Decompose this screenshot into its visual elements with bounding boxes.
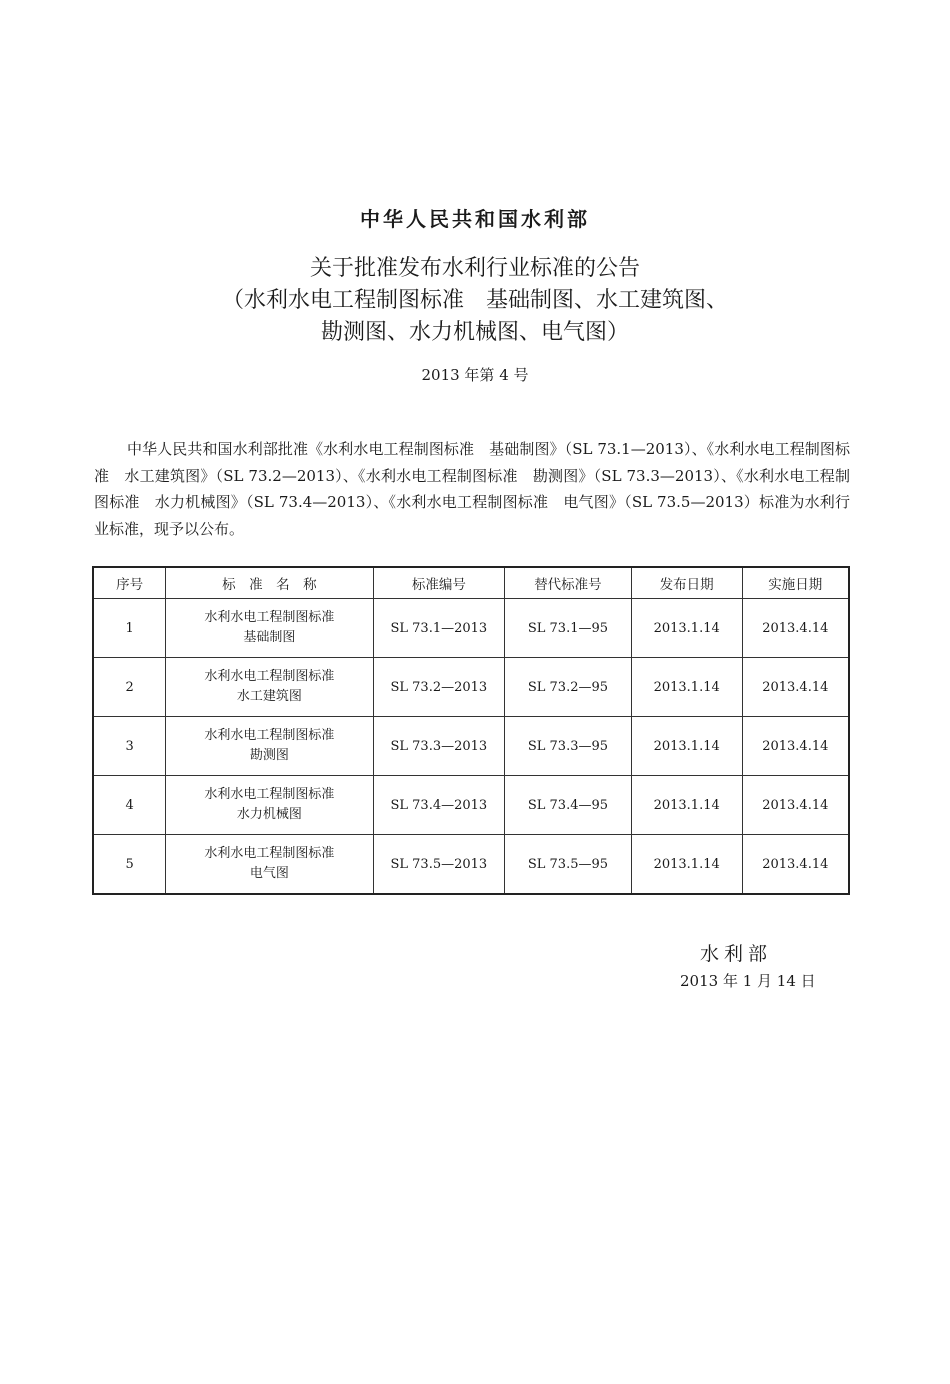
header-no: 序号 bbox=[93, 567, 166, 599]
cell-no: 1 bbox=[93, 599, 166, 658]
name-line-1: 水利水电工程制图标准 bbox=[204, 669, 335, 684]
cell-name bbox=[166, 599, 373, 658]
table-row bbox=[93, 717, 849, 776]
header-name: 标 准 名 称 bbox=[166, 567, 373, 599]
cell-name bbox=[166, 717, 373, 776]
cell-replaces: SL 73.5—95 bbox=[505, 835, 632, 895]
cell-replaces: SL 73.1—95 bbox=[505, 599, 632, 658]
cell-no: 3 bbox=[93, 717, 166, 776]
name-line-2: 勘测图 bbox=[249, 748, 289, 763]
announcement-title bbox=[0, 253, 950, 349]
cell-issued: 2013.1.14 bbox=[631, 776, 742, 835]
table-row bbox=[93, 776, 849, 835]
standards-table bbox=[92, 566, 850, 895]
cell-issued: 2013.1.14 bbox=[631, 599, 742, 658]
cell-issued: 2013.1.14 bbox=[631, 835, 742, 895]
cell-effective: 2013.4.14 bbox=[742, 717, 849, 776]
cell-no: 2 bbox=[93, 658, 166, 717]
name-line-2: 电气图 bbox=[249, 866, 289, 881]
cell-code: SL 73.4—2013 bbox=[373, 776, 505, 835]
signing-date: 2013 年 1 月 14 日 bbox=[680, 972, 816, 990]
table-row bbox=[93, 599, 849, 658]
cell-effective: 2013.4.14 bbox=[742, 599, 849, 658]
cell-name bbox=[166, 835, 373, 895]
cell-issued: 2013.1.14 bbox=[631, 717, 742, 776]
header-issued: 发布日期 bbox=[631, 567, 742, 599]
cell-no: 4 bbox=[93, 776, 166, 835]
cell-code: SL 73.1—2013 bbox=[373, 599, 505, 658]
cell-name bbox=[166, 658, 373, 717]
document-number: 2013 年第 4 号 bbox=[421, 366, 529, 384]
name-line-2: 水力机械图 bbox=[236, 807, 302, 822]
cell-code: SL 73.3—2013 bbox=[373, 717, 505, 776]
table-row bbox=[93, 658, 849, 717]
header-replaces: 替代标准号 bbox=[505, 567, 632, 599]
announcement-body: 中华人民共和国水利部批准《水利水电工程制图标准 基础制图》（SL 73.1—2013）、《水利水电工程制图标准 水工建筑图》（SL 73.2—2013）、《水利水电工程制图标准 勘测图》（SL 73.3—2013）、《水利水电工程制图标准 水力机械图》（SL 73.4—2013）、《水利水电工程制图标准 电气图》（SL 73.5—2013）标准为水利行业标准，现予以公布。 bbox=[94, 440, 850, 538]
cell-effective: 2013.4.14 bbox=[742, 776, 849, 835]
cell-code: SL 73.2—2013 bbox=[373, 658, 505, 717]
title-line-1: 关于批准发布水利行业标准的公告 bbox=[309, 256, 640, 281]
title-line-3: 勘测图、水力机械图、电气图） bbox=[320, 320, 629, 345]
cell-replaces: SL 73.2—95 bbox=[505, 658, 632, 717]
cell-name bbox=[166, 776, 373, 835]
name-line-1: 水利水电工程制图标准 bbox=[204, 846, 335, 861]
cell-no: 5 bbox=[93, 835, 166, 895]
name-line-1: 水利水电工程制图标准 bbox=[204, 728, 335, 743]
name-line-1: 水利水电工程制图标准 bbox=[204, 610, 335, 625]
issuing-ministry: 中华人民共和国水利部 bbox=[360, 207, 590, 231]
cell-effective: 2013.4.14 bbox=[742, 835, 849, 895]
cell-replaces: SL 73.3—95 bbox=[505, 717, 632, 776]
cell-issued: 2013.1.14 bbox=[631, 658, 742, 717]
name-line-2: 基础制图 bbox=[243, 630, 296, 645]
name-line-2: 水工建筑图 bbox=[236, 689, 302, 704]
header-code: 标准编号 bbox=[373, 567, 505, 599]
cell-replaces: SL 73.4—95 bbox=[505, 776, 632, 835]
header-effective: 实施日期 bbox=[742, 567, 849, 599]
cell-code: SL 73.5—2013 bbox=[373, 835, 505, 895]
cell-effective: 2013.4.14 bbox=[742, 658, 849, 717]
table-header-row bbox=[93, 567, 849, 599]
name-line-1: 水利水电工程制图标准 bbox=[204, 787, 335, 802]
table-row bbox=[93, 835, 849, 895]
title-line-2: （水利水电工程制图标准 基础制图、水工建筑图、 bbox=[221, 288, 728, 313]
signer: 水利部 bbox=[700, 943, 773, 965]
